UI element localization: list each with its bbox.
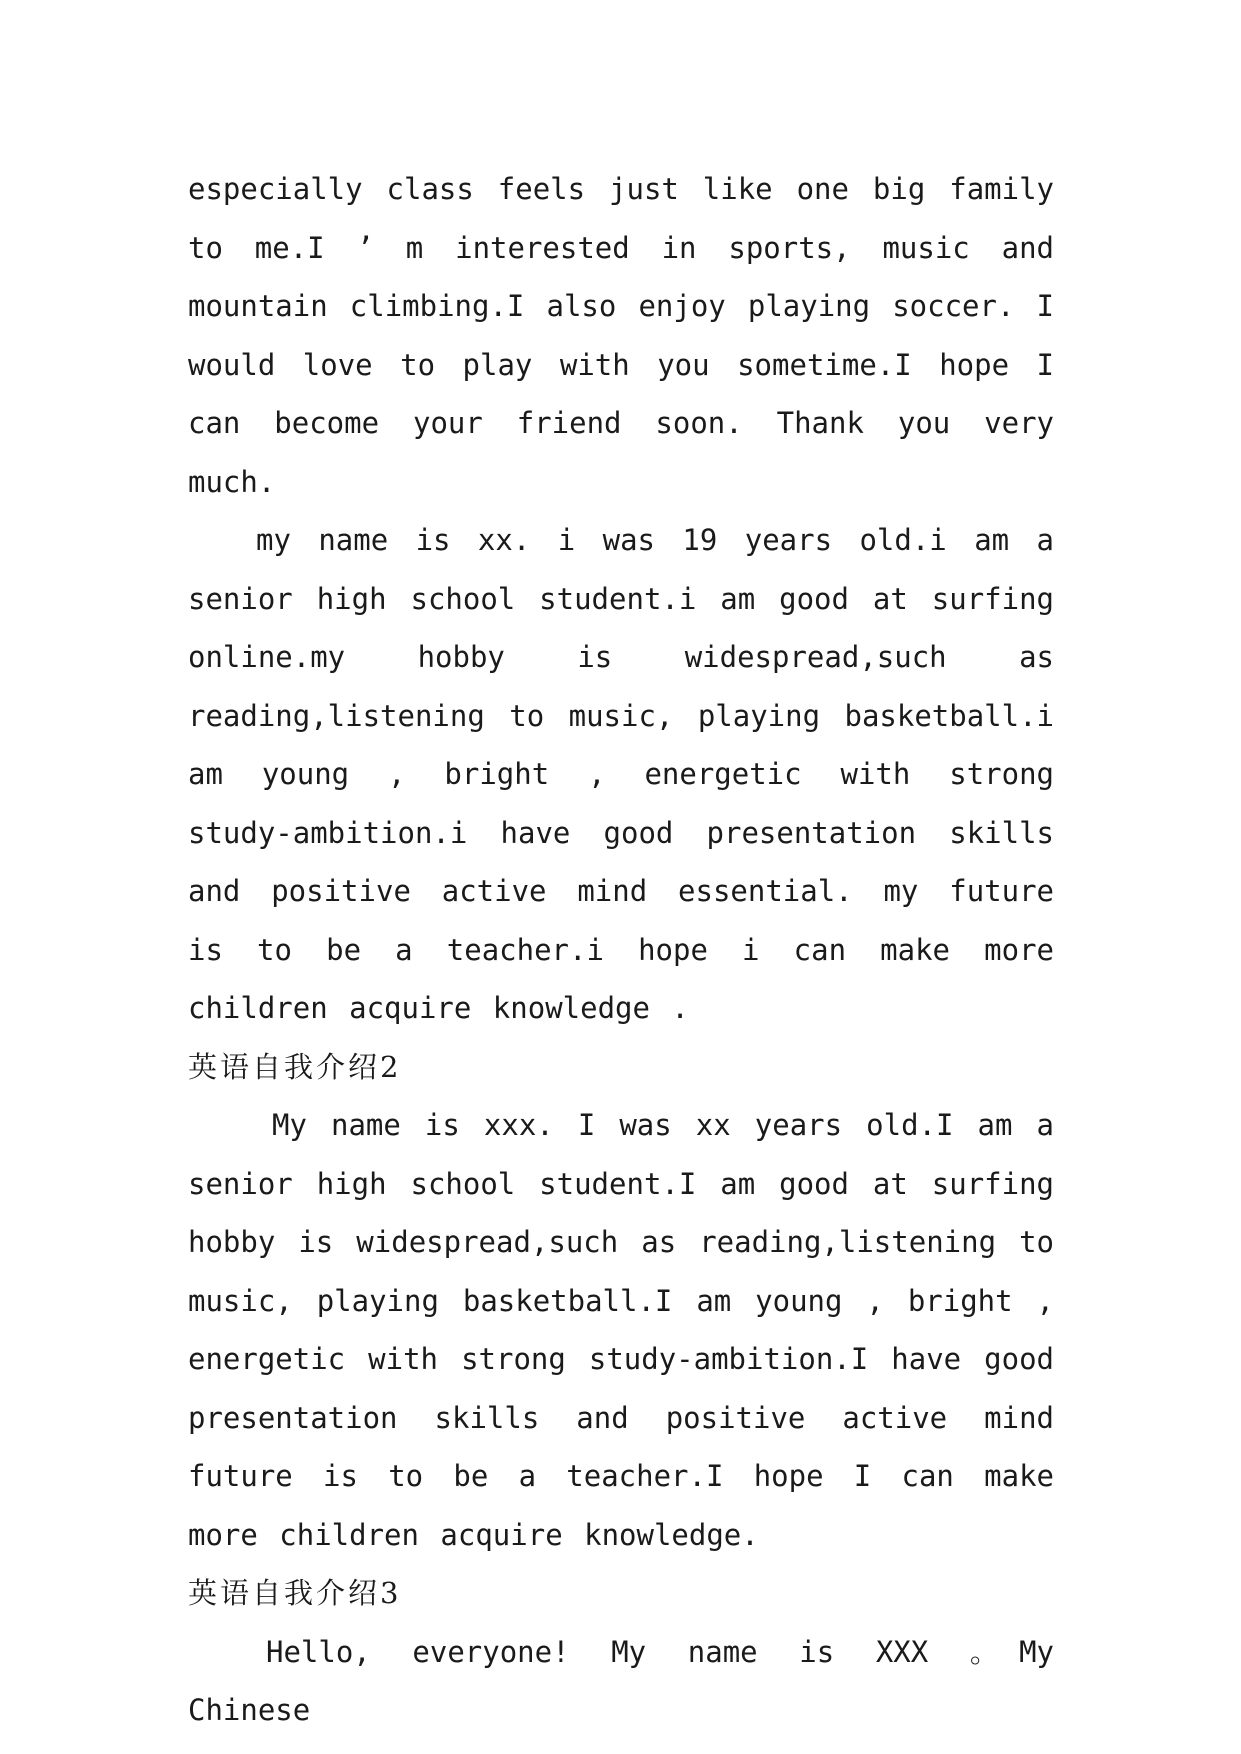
paragraph-continuation: especially class feels just like one big family to me.I ’ m interested in sports, music and mountain climbing.I also enjoy playing soccer. I would love to play with you sometime.I hope I can become your friend soon. Thank you very much. bbox=[188, 172, 1054, 499]
section-heading-2: 英语自我介绍2 bbox=[188, 1049, 402, 1084]
document-body bbox=[188, 160, 1054, 1740]
paragraph-self-intro-1: my name is xx. i was 19 years old.i am a senior high school student.i am good at surfing online.my hobby is widespread,such as reading,listening to music, playing basketball.i am young , bright , energetic with strong study-ambition.i have good presentation skills and positive active mind essential. my future is to be a teacher.i hope i can make more children acquire knowledge . bbox=[188, 523, 1054, 1025]
paragraph-self-intro-2: My name is xxx. I was xx years old.I am a senior high school student.I am good at surfing hobby is widespread,such as reading,listening to music, playing basketball.I am young , bright , energetic with strong study-ambition.I have good presentation skills and positive active mind future is to be a teacher.I hope I can make more children acquire knowledge. bbox=[188, 1108, 1054, 1552]
section-heading-3: 英语自我介绍3 bbox=[188, 1576, 402, 1610]
paragraph-self-intro-3: Hello, everyone! My name is XXX 。My Chinese bbox=[188, 1634, 1054, 1727]
